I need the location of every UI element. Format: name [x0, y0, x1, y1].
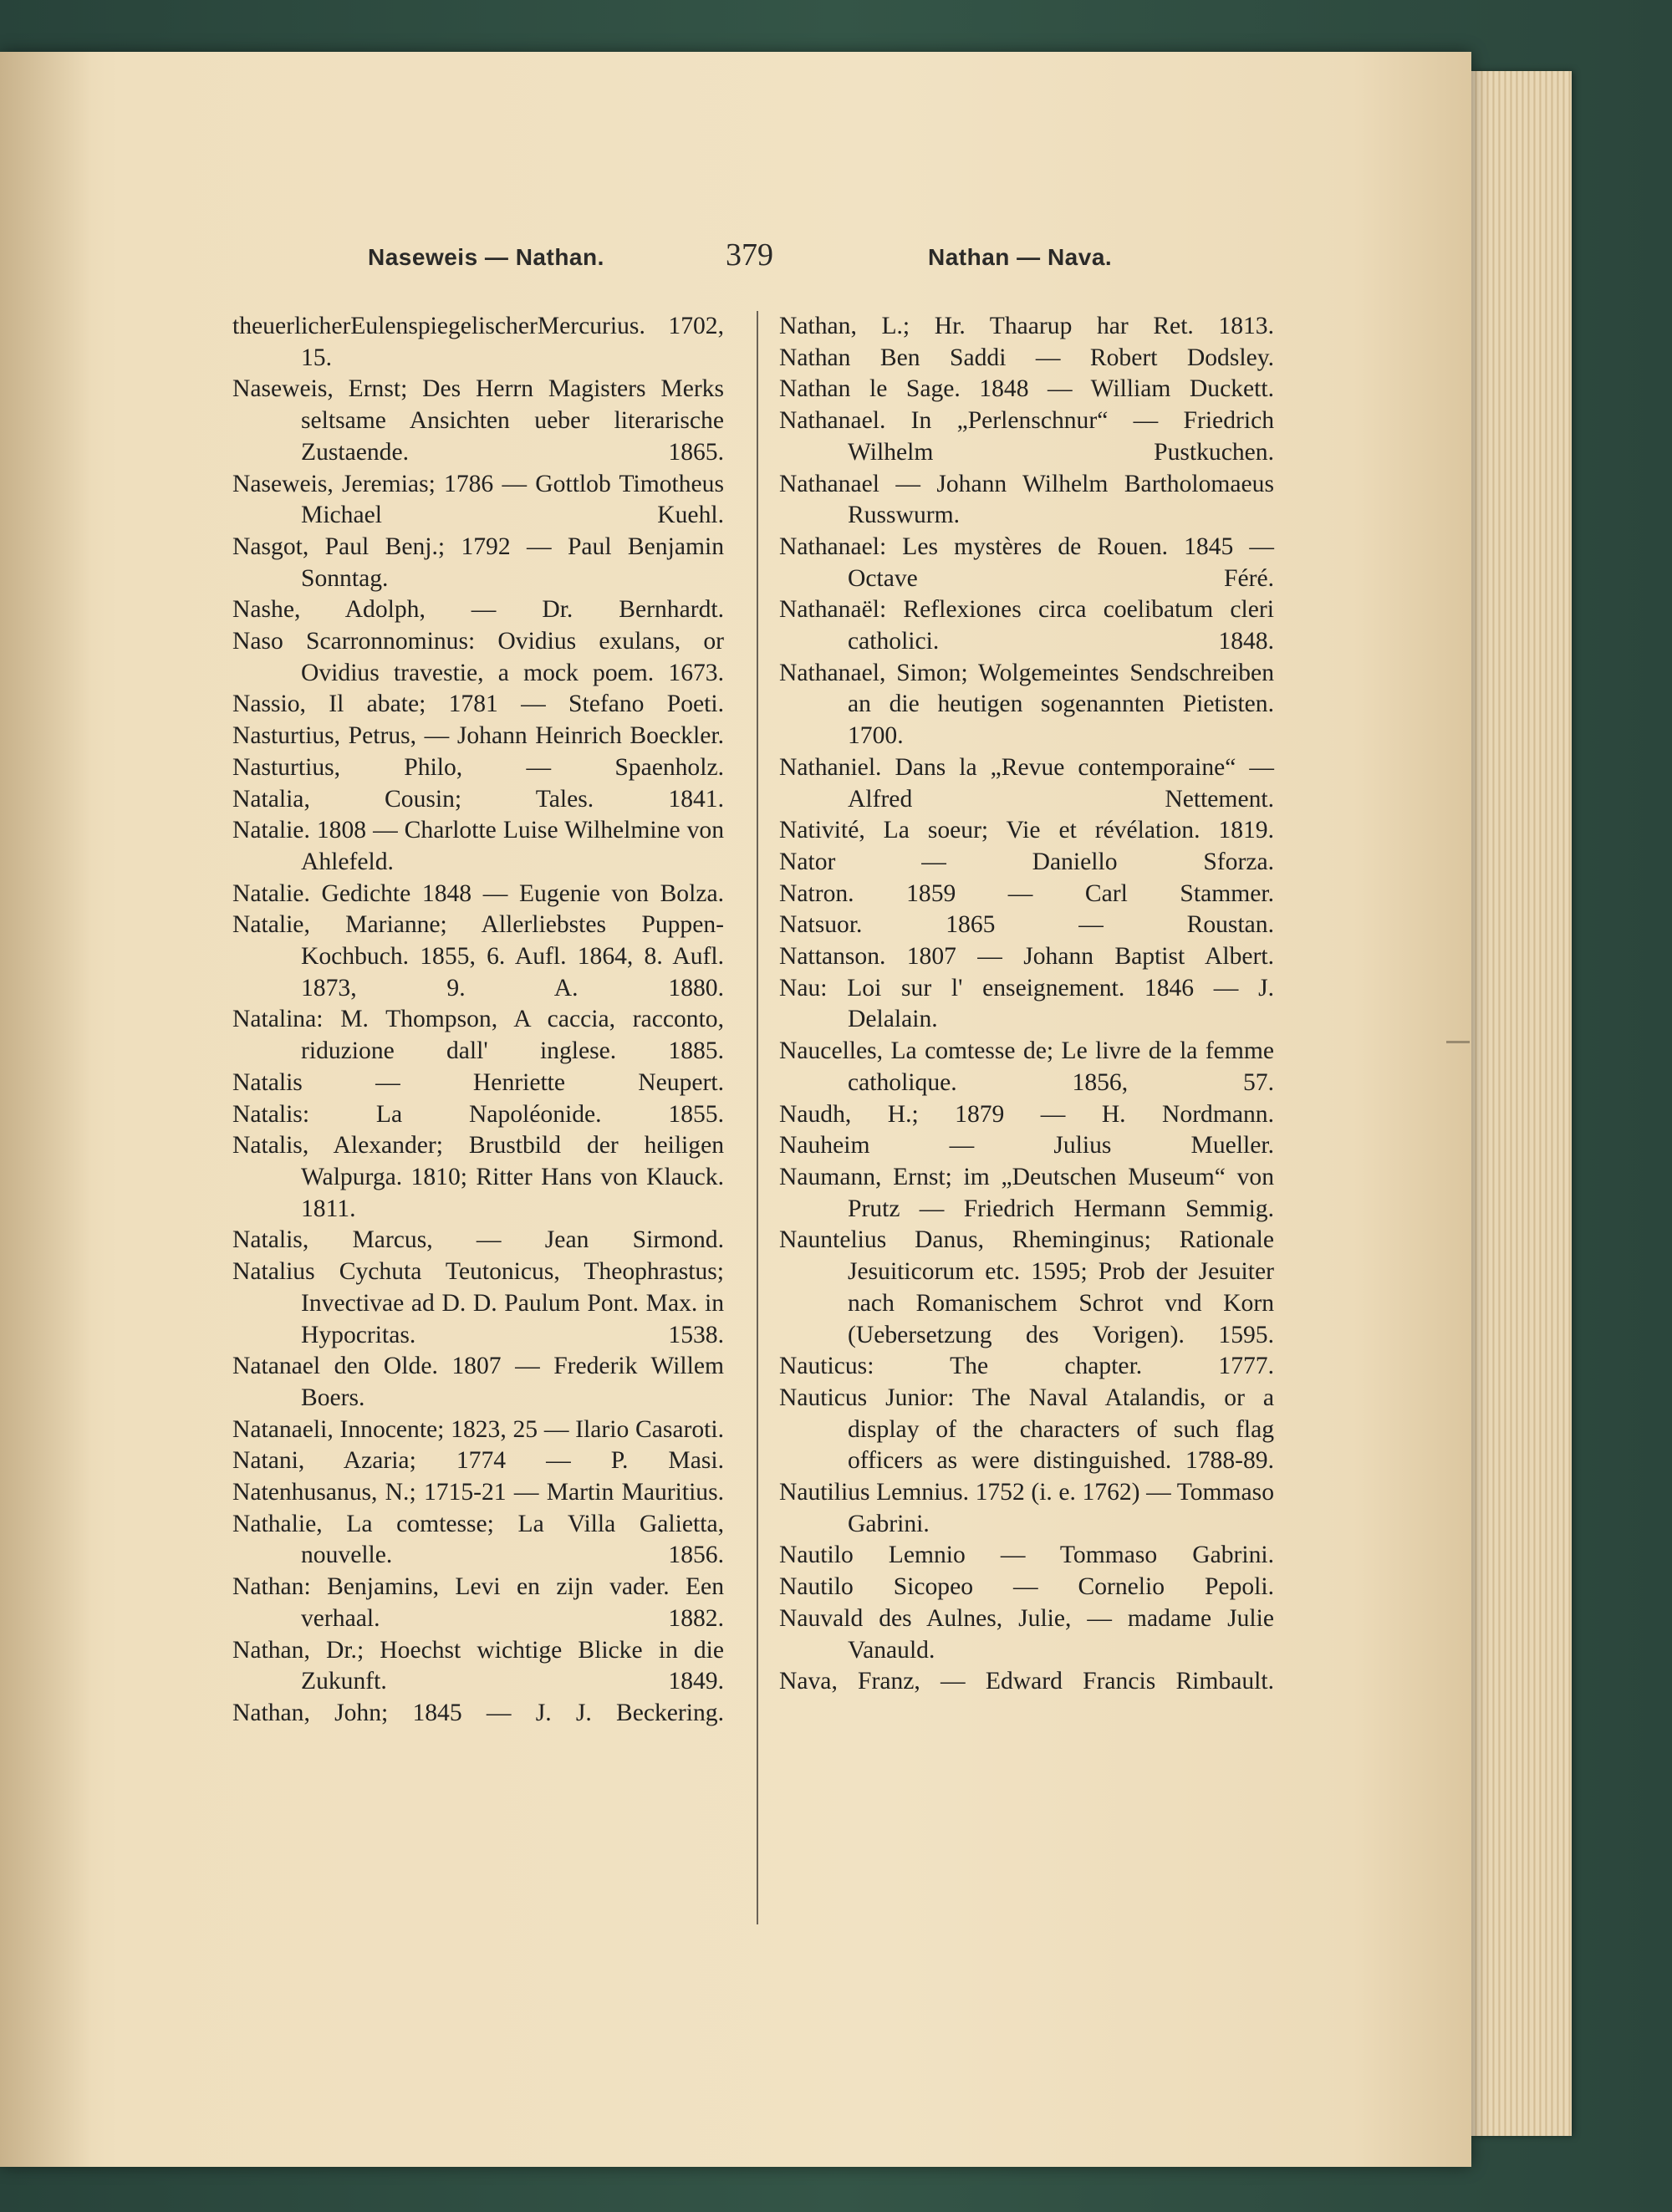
entry-item: Naseweis, Jeremias; 1786 — Gottlob Timotheus Michael Kuehl. [232, 470, 724, 529]
entry-item: Nasturtius, Philo, — Spaenholz. [232, 753, 724, 781]
entry-item: Natalis — Henriette Neupert. [232, 1068, 724, 1096]
entry-item: Natalia, Cousin; Tales. 1841. [232, 785, 724, 813]
page-number: 379 [726, 237, 773, 273]
entry-item: theuerlicherEulenspiegelischerMercurius. 1702, 15. [232, 313, 724, 371]
entry-item: Nathan: Benjamins, Levi en zijn vader. Een verhaal. 1882. [232, 1573, 724, 1632]
entry-item: Natalis, Marcus, — Jean Sirmond. [232, 1226, 724, 1254]
entry-item: Nathanael, Simon; Wolgemeintes Sendschreiben an die heutigen sogenannten Pietisten. 1700. [779, 659, 1274, 750]
entry-item: Natsuor. 1865 — Roustan. [779, 911, 1274, 939]
margin-mark [1446, 1041, 1470, 1043]
entry-item: Nautilius Lemnius. 1752 (i. e. 1762) — Tommaso Gabrini. [779, 1479, 1274, 1537]
entry-item: Nauticus: The chapter. 1777. [779, 1353, 1274, 1380]
entry-item: Natron. 1859 — Carl Stammer. [779, 879, 1274, 907]
page-edges [1471, 71, 1572, 2136]
entry-item: Natalis, Alexander; Brustbild der heiligen Walpurga. 1810; Ritter Hans von Klauck. 1811. [232, 1132, 724, 1222]
entry-item: Natani, Azaria; 1774 — P. Masi. [232, 1447, 724, 1475]
entry-item: Nasturtius, Petrus, — Johann Heinrich Boeckler. [232, 722, 724, 750]
entry-item: Naudh, H.; 1879 — H. Nordmann. [779, 1100, 1274, 1128]
entry-item: Nativité, La soeur; Vie et révélation. 1819. [779, 817, 1274, 844]
entry-item: Nathan, John; 1845 — J. J. Beckering. [232, 1699, 724, 1726]
entry-item: Natenhusanus, N.; 1715-21 — Martin Mauritius. [232, 1479, 724, 1506]
entry-item: Nava, Franz, — Edward Francis Rimbault. [779, 1668, 1274, 1695]
entry-item: Natalis: La Napoléonide. 1855. [232, 1100, 724, 1128]
entry-item: Nashe, Adolph, — Dr. Bernhardt. [232, 596, 724, 624]
entry-item: Natanael den Olde. 1807 — Frederik Willem Boers. [232, 1353, 724, 1411]
entry-item: Nathanael: Les mystères de Rouen. 1845 — Octave Féré. [779, 533, 1274, 592]
entry-item: Nattanson. 1807 — Johann Baptist Albert. [779, 943, 1274, 971]
entry-item: Nauheim — Julius Mueller. [779, 1132, 1274, 1160]
entry-item: Nau: Loi sur l' enseignement. 1846 — J. Delalain. [779, 974, 1274, 1033]
entry-item: Nathan le Sage. 1848 — William Duckett. [779, 375, 1274, 403]
entry-item: Natalie, Marianne; Allerliebstes PuppenKochbuch. 1855, 6. Aufl. 1864, 8. Aufl. 1873, 9. A. 1880. [232, 911, 724, 1002]
entry-item: Nathanael — Johann Wilhelm Bartholomaeus Russwurm. [779, 470, 1274, 529]
entry-item: Nasgot, Paul Benj.; 1792 — Paul Benjamin Sonntag. [232, 533, 724, 592]
entry-item: Nautilo Lemnio — Tommaso Gabrini. [779, 1542, 1274, 1569]
entry-item: Natalie. Gedichte 1848 — Eugenie von Bolza. [232, 879, 724, 907]
left-column [232, 311, 724, 1730]
entry-item: Naumann, Ernst; im „Deutschen Museum“ von Prutz — Friedrich Hermann Semmig. [779, 1163, 1274, 1222]
entry-item: Natalie. 1808 — Charlotte Luise Wilhelmine von Ahlefeld. [232, 817, 724, 875]
gutter-shadow [0, 52, 92, 2167]
entry-item: Natanaeli, Innocente; 1823, 25 — Ilario Casaroti. [232, 1415, 724, 1443]
entry-item: Nathan Ben Saddi — Robert Dodsley. [779, 344, 1274, 371]
entry-item: Nathalie, La comtesse; La Villa Galietta, nouvelle. 1856. [232, 1510, 724, 1569]
entry-item: Nassio, Il abate; 1781 — Stefano Poeti. [232, 691, 724, 718]
entry-item: Natalius Cychuta Teutonicus, Theophrastus; Invectivae ad D. D. Paulum Pont. Max. in Hypocritas. 1538. [232, 1258, 724, 1348]
running-head-right: Nathan — Nava. [928, 244, 1113, 270]
entry-item: Naso Scarronnominus: Ovidius exulans, or Ovidius travestie, a mock poem. 1673. [232, 628, 724, 686]
entry-item: Natalina: M. Thompson, A caccia, racconto, riduzione dall' inglese. 1885. [232, 1006, 724, 1065]
entry-item: Nathanael. In „Perlenschnur“ — Friedrich Wilhelm Pustkuchen. [779, 407, 1274, 466]
entry-item: Nathaniel. Dans la „Revue contemporaine“ — Alfred Nettement. [779, 753, 1274, 813]
entry-item: Naucelles, La comtesse de; Le livre de la femme catholique. 1856, 57. [779, 1037, 1274, 1096]
entry-item: Nauticus Junior: The Naval Atalandis, or a display of the characters of such flag officers as were distinguished. 1788-89. [779, 1384, 1274, 1475]
column-rule [757, 311, 758, 1924]
entry-item: Nator — Daniello Sforza. [779, 848, 1274, 875]
running-head-left: Naseweis — Nathan. [368, 244, 604, 270]
entry-item: Nauntelius Danus, Rheminginus; Rationale Jesuiticorum etc. 1595; Prob der Jesuiter nach Romanischem Schrot vnd Korn (Uebersetzung des Vorigen). 1595. [779, 1226, 1274, 1348]
entry-item: Nathanaël: Reflexiones circa coelibatum cleri catholici. 1848. [779, 596, 1274, 655]
entry-item: Nathan, Dr.; Hoechst wichtige Blicke in die Zukunft. 1849. [232, 1636, 724, 1695]
entry-item: Nautilo Sicopeo — Cornelio Pepoli. [779, 1573, 1274, 1601]
entry-item: Naseweis, Ernst; Des Herrn Magisters Merks seltsame Ansichten ueber literarische Zustaende. 1865. [232, 375, 724, 466]
entry-item: Nauvald des Aulnes, Julie, — madame Julie Vanauld. [779, 1604, 1274, 1664]
right-column [779, 311, 1274, 1698]
entry-item: Nathan, L.; Hr. Thaarup har Ret. 1813. [779, 313, 1274, 339]
